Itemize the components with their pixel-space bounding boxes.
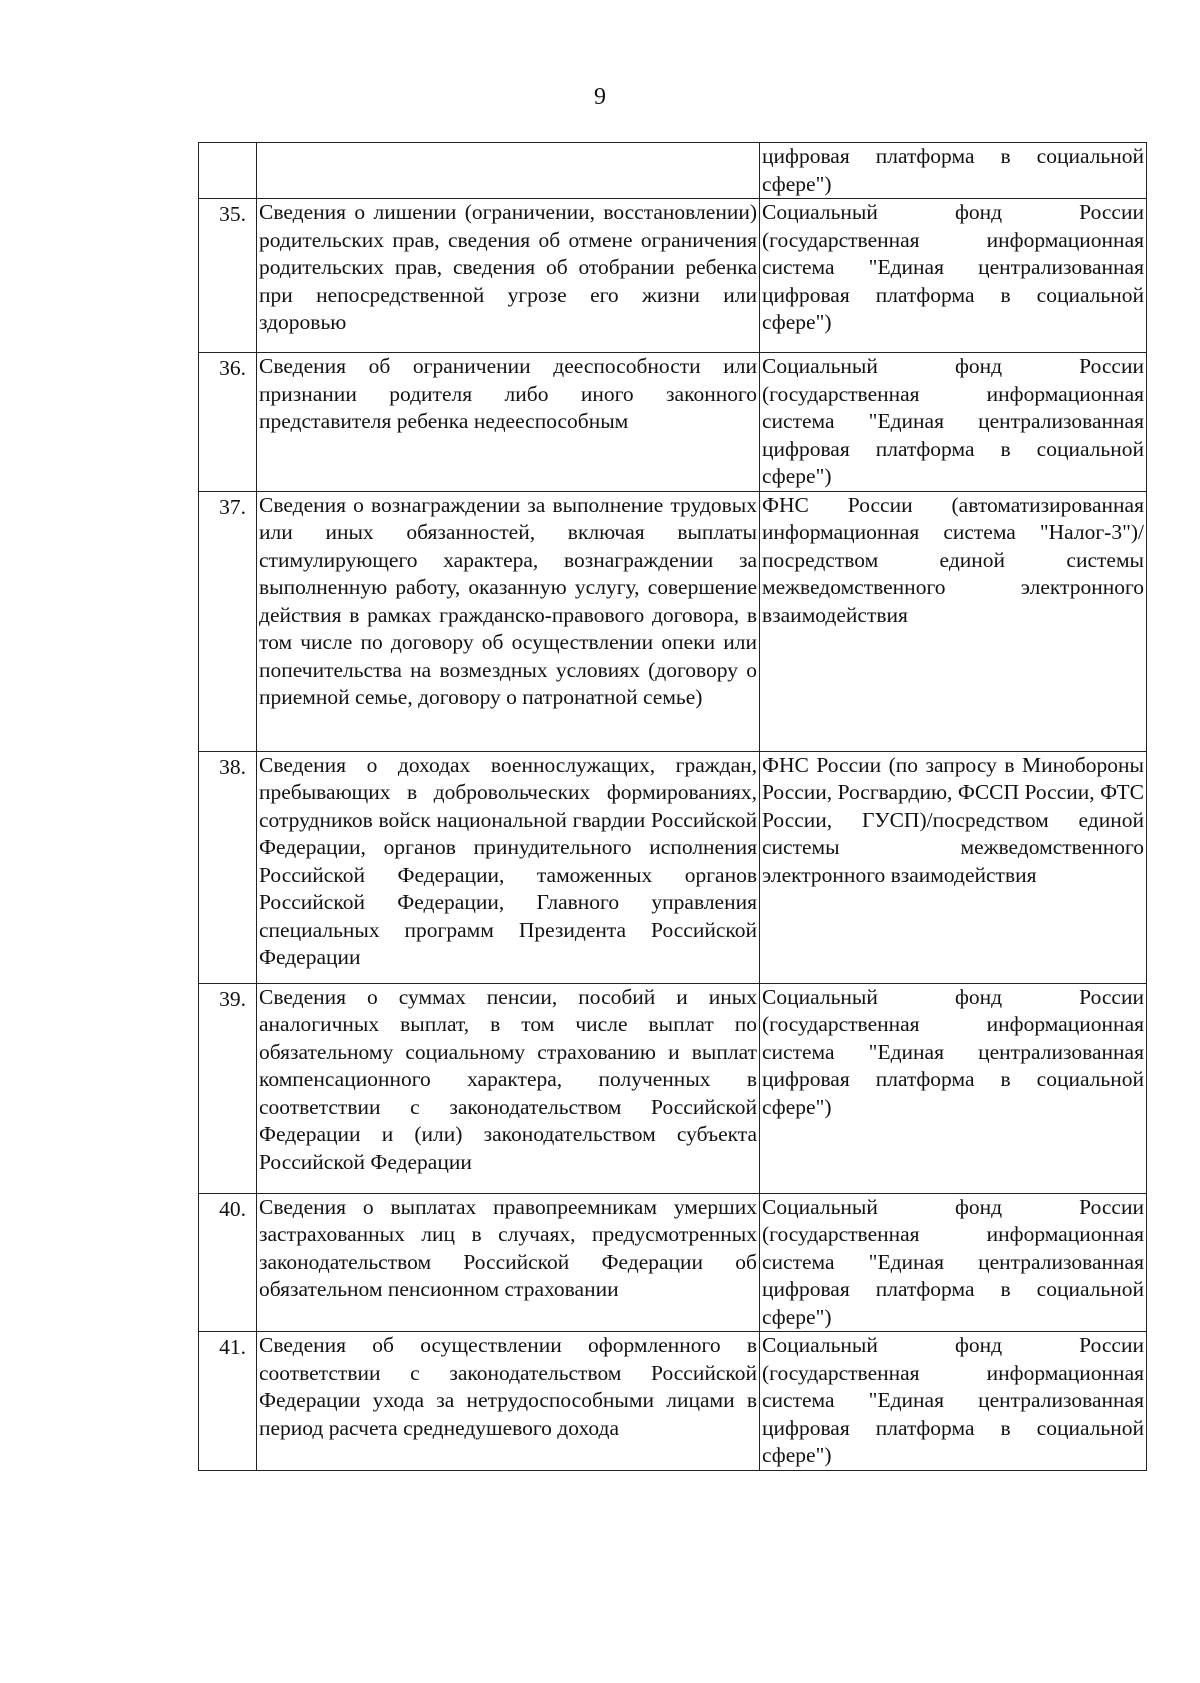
source-cell: цифровая платформа в социальной сфере") — [760, 143, 1147, 199]
row-number: 40. — [199, 1193, 257, 1332]
row-number: 36. — [199, 353, 257, 492]
row-number: 39. — [199, 983, 257, 1193]
info-cell: Сведения о выплатах правопреемникам умерших застрахованных лиц в случаях, предусмотренных законодательством Российской Федерации об обязательном пенсионном страховании — [257, 1193, 760, 1332]
source-cell: Социальный фонд России (государственная информационная система "Единая централизованная цифровая платформа в социальной сфере") — [760, 1193, 1147, 1332]
source-cell: Социальный фонд России (государственная информационная система "Единая централизованная цифровая платформа в социальной сфере") — [760, 353, 1147, 492]
info-cell: Сведения о вознаграждении за выполнение трудовых или иных обязанностей, включая выплаты стимулирующего характера, вознаграждении за выполненную работу, оказанную услугу, совершение действия в рамках гражданско-правового договора, в том числе по договору об осуществлении опеки или попечительства на возмездных условиях (договору о приемной семье, договору о патронатной семье) — [257, 491, 760, 751]
info-cell: Сведения о лишении (ограничении, восстановлении) родительских прав, сведения об отмене ограничения родительских прав, сведения об отобрании ребенка при непосредственной угрозе его жизни или здоровью — [257, 199, 760, 353]
data-sources-table — [198, 142, 1147, 1471]
table-row — [199, 491, 1147, 751]
row-number — [199, 143, 257, 199]
page-number: 9 — [594, 84, 606, 110]
table-row — [199, 143, 1147, 199]
table-row — [199, 751, 1147, 983]
row-number: 35. — [199, 199, 257, 353]
row-number: 41. — [199, 1332, 257, 1471]
info-cell: Сведения об ограничении дееспособности или признании родителя либо иного законного представителя ребенка недееспособным — [257, 353, 760, 492]
table-row — [199, 1193, 1147, 1332]
table-row — [199, 199, 1147, 353]
row-number: 38. — [199, 751, 257, 983]
table-row — [199, 1332, 1147, 1471]
source-cell: ФНС России (автоматизированная информационная система "Налог-3")/посредством единой системы межведомственного электронного взаимодействия — [760, 491, 1147, 751]
source-cell: Социальный фонд России (государственная информационная система "Единая централизованная цифровая платформа в социальной сфере") — [760, 199, 1147, 353]
table-row — [199, 983, 1147, 1193]
source-cell: Социальный фонд России (государственная информационная система "Единая централизованная цифровая платформа в социальной сфере") — [760, 1332, 1147, 1471]
info-cell: Сведения о суммах пенсии, пособий и иных аналогичных выплат, в том числе выплат по обязательному социальному страхованию и выплат компенсационного характера, полученных в соответствии с законодательством Российской Федерации и (или) законодательством субъекта Российской Федерации — [257, 983, 760, 1193]
source-cell: Социальный фонд России (государственная информационная система "Единая централизованная цифровая платформа в социальной сфере") — [760, 983, 1147, 1193]
table-row — [199, 353, 1147, 492]
row-number: 37. — [199, 491, 257, 751]
info-cell: Сведения о доходах военнослужащих, граждан, пребывающих в добровольческих формированиях, сотрудников войск национальной гвардии Российской Федерации, органов принудительного исполнения Российской Федерации, таможенных органов Российской Федерации, Главного управления специальных программ Президента Российской Федерации — [257, 751, 760, 983]
info-cell — [257, 143, 760, 199]
info-cell: Сведения об осуществлении оформленного в соответствии с законодательством Российской Федерации ухода за нетрудоспособными лицами в период расчета среднедушевого дохода — [257, 1332, 760, 1471]
source-cell: ФНС России (по запросу в Минобороны России, Росгвардию, ФССП России, ФТС России, ГУСП)/посредством единой системы межведомственного электронного взаимодействия — [760, 751, 1147, 983]
